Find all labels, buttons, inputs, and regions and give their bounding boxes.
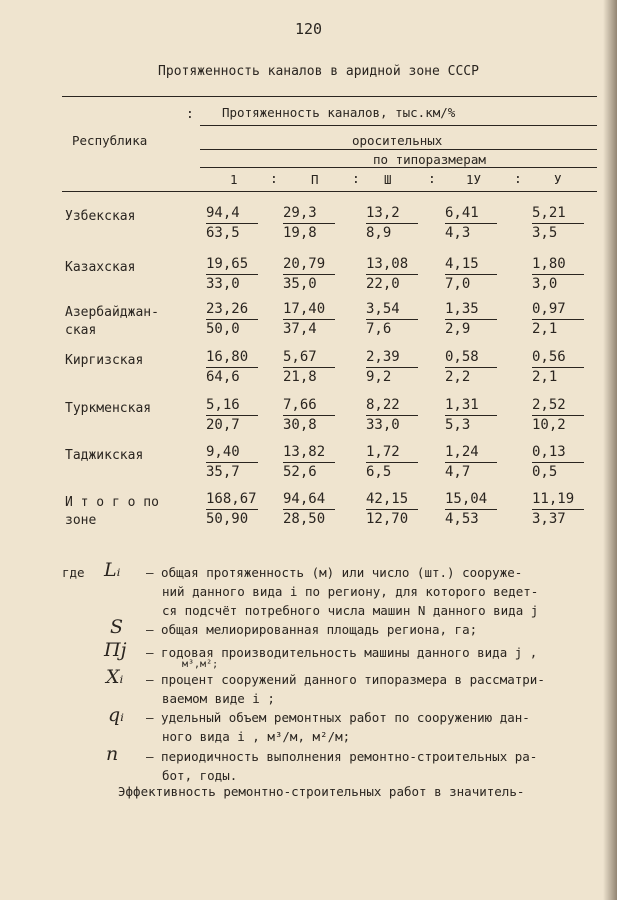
table-cell-fraction [206,301,264,338]
cell-percent-value: 33,0 [366,417,400,433]
cell-length-value: 19,65 [206,256,249,272]
cell-percent-value: 30,8 [283,417,317,433]
cell-length-value: 1,35 [445,301,479,317]
table-cell-fraction [366,349,424,386]
fraction-bar [445,367,497,368]
table-cell-fraction [445,444,503,481]
size-1: 1 [230,172,238,187]
cell-percent-value: 6,5 [366,464,392,480]
table-cell-fraction [366,491,424,528]
cell-percent-value: 33,0 [206,276,240,292]
cell-percent-value: 35,0 [283,276,317,292]
size-3: Ш [384,172,392,187]
fraction-bar [366,415,418,416]
cell-percent-value: 37,4 [283,321,317,337]
table-cell-fraction [445,397,503,434]
cell-percent-value: 3,5 [532,225,558,241]
legend-symbol: Xᵢ [106,666,124,688]
cell-length-value: 1,72 [366,444,400,460]
fraction-bar [445,274,497,275]
cell-percent-value: 2,2 [445,369,471,385]
table-cell-fraction [283,205,341,242]
cell-percent-value: 4,3 [445,225,471,241]
page-edge-shadow [603,0,617,900]
fraction-bar [283,274,335,275]
table-cell-fraction [445,205,503,242]
cell-length-value: 5,16 [206,397,240,413]
cell-percent-value: 4,53 [445,511,479,527]
table-cell-fraction [206,349,264,386]
fraction-bar [366,319,418,320]
cell-percent-value: 22,0 [366,276,400,292]
table-cell-fraction [283,491,341,528]
cell-percent-value: 28,50 [283,511,326,527]
fraction-bar [445,319,497,320]
row-label: Туркменская [65,401,152,416]
legend-symbol: n [106,743,119,765]
fraction-bar [283,319,335,320]
cell-length-value: 0,56 [532,349,566,365]
cell-length-value: 29,3 [283,205,317,221]
cell-length-value: 3,54 [366,301,400,317]
cell-percent-value: 21,8 [283,369,317,385]
fraction-bar [445,223,497,224]
header-sub-irrigation: оросительных [352,133,443,148]
header-colon: : [186,107,194,122]
cell-percent-value: 3,0 [532,276,558,292]
table-cell-fraction [206,256,264,293]
cell-length-value: 9,40 [206,444,240,460]
fraction-bar [283,509,335,510]
row-label: Казахская [65,260,136,275]
table-cell-fraction [206,444,264,481]
legend-where: где [62,565,85,580]
cell-length-value: 8,22 [366,397,400,413]
cell-length-value: 6,41 [445,205,479,221]
table-cell-fraction [366,205,424,242]
fraction-bar [532,367,584,368]
cell-percent-value: 52,6 [283,464,317,480]
fraction-bar [445,509,497,510]
cell-percent-value: 64,6 [206,369,240,385]
table-cell-fraction [445,256,503,293]
legend-text-line: бот, годы. [162,768,238,783]
size-sep: : [514,172,522,187]
fraction-bar [206,274,258,275]
table-cell-fraction [366,301,424,338]
legend-symbol: S [110,616,124,638]
legend-symbol: Lᵢ [104,559,121,581]
cell-length-value: 1,24 [445,444,479,460]
fraction-bar [532,319,584,320]
table-title: Протяженность каналов в аридной зоне СССР [158,64,479,79]
table-top-rule [62,96,597,97]
table-cell-fraction [532,397,590,434]
fraction-bar [366,462,418,463]
fraction-bar [283,462,335,463]
cell-length-value: 1,80 [532,256,566,272]
fraction-bar [206,367,258,368]
row-label: И т о г о по [65,495,159,510]
cell-length-value: 5,67 [283,349,317,365]
legend-text-line: ного вида i , м³/м, м²/м; [162,729,351,744]
table-cell-fraction [366,444,424,481]
table-cell-fraction [532,491,590,528]
size-sep: : [270,172,278,187]
size-5: У [554,172,562,187]
cell-percent-value: 10,2 [532,417,566,433]
cell-length-value: 1,31 [445,397,479,413]
legend-text-line: ся подсчёт потребного числа машин N данного вида j [162,603,539,618]
legend-text-line: – годовая производительность машины данного вида j , [146,645,538,660]
cell-length-value: 13,2 [366,205,400,221]
table-cell-fraction [283,301,341,338]
cell-length-value: 42,15 [366,491,409,507]
table-cell-fraction [283,444,341,481]
legend-text-line: – удельный объем ремонтных работ по сооружению дан- [146,710,530,725]
cell-length-value: 17,40 [283,301,326,317]
legend-symbol: qᵢ [108,704,124,726]
cell-length-value: 94,64 [283,491,326,507]
legend-text-line: ваемом виде i ; [162,691,275,706]
table-cell-fraction [445,491,503,528]
cell-length-value: 0,97 [532,301,566,317]
table-cell-fraction [532,349,590,386]
size-sep: : [428,172,436,187]
header-rule-3 [200,167,597,168]
table-cell-fraction [445,301,503,338]
cell-length-value: 15,04 [445,491,488,507]
table-cell-fraction [283,349,341,386]
row-label-continuation: ская [65,323,97,338]
cell-length-value: 168,67 [206,491,257,507]
fraction-bar [206,319,258,320]
cell-percent-value: 0,5 [532,464,558,480]
fraction-bar [366,367,418,368]
fraction-bar [532,415,584,416]
size-2: П [311,172,319,187]
cell-percent-value: 19,8 [283,225,317,241]
fraction-bar [283,415,335,416]
table-cell-fraction [366,397,424,434]
cell-percent-value: 3,37 [532,511,566,527]
cell-percent-value: 35,7 [206,464,240,480]
cell-length-value: 23,26 [206,301,249,317]
cell-percent-value: 7,0 [445,276,471,292]
table-cell-fraction [206,491,264,528]
fraction-bar [366,223,418,224]
table-cell-fraction [532,301,590,338]
cell-length-value: 94,4 [206,205,240,221]
table-cell-fraction [532,256,590,293]
header-bottom-rule [62,191,597,192]
fraction-bar [206,223,258,224]
legend-text-line: м³,м²; [182,659,219,670]
size-4: 1У [466,172,482,187]
cell-percent-value: 5,3 [445,417,471,433]
row-label: Азербайджан- [65,305,159,320]
cell-length-value: 4,15 [445,256,479,272]
header-rule-1 [200,125,597,126]
fraction-bar [283,367,335,368]
table-cell-fraction [206,205,264,242]
cell-percent-value: 2,1 [532,321,558,337]
page-number: 120 [294,20,323,38]
cell-length-value: 5,21 [532,205,566,221]
cell-percent-value: 20,7 [206,417,240,433]
table-cell-fraction [206,397,264,434]
cell-percent-value: 50,90 [206,511,249,527]
table-cell-fraction [283,256,341,293]
fraction-bar [532,223,584,224]
fraction-bar [366,509,418,510]
cell-length-value: 2,39 [366,349,400,365]
legend-text-line: – общая протяженность (м) или число (шт.) сооруже- [146,565,523,580]
cell-percent-value: 2,1 [532,369,558,385]
cell-percent-value: 8,9 [366,225,392,241]
last-text-line: Эффективность ремонтно-строительных работ в значитель- [118,784,525,799]
row-label-continuation: зоне [65,513,97,528]
cell-length-value: 7,66 [283,397,317,413]
cell-length-value: 11,19 [532,491,575,507]
legend-text-line: – процент сооружений данного типоразмера в рассматри- [146,672,545,687]
cell-percent-value: 4,7 [445,464,471,480]
size-sep: : [352,172,360,187]
header-main: Протяженность каналов, тыс.км/% [222,105,456,120]
fraction-bar [366,274,418,275]
legend-symbol: Пj [104,639,127,661]
row-label: Таджикская [65,448,144,463]
table-cell-fraction [532,205,590,242]
header-rule-2 [200,149,597,150]
cell-length-value: 20,79 [283,256,326,272]
fraction-bar [206,509,258,510]
fraction-bar [532,462,584,463]
cell-percent-value: 63,5 [206,225,240,241]
header-sub-sizes: по типоразмерам [373,152,486,167]
row-label: Киргизская [65,353,144,368]
cell-percent-value: 9,2 [366,369,392,385]
row-label: Узбекская [65,209,136,224]
fraction-bar [445,462,497,463]
table-cell-fraction [283,397,341,434]
legend-text-line: ний данного вида i по региону, для которого ведет- [162,584,539,599]
legend-text-line: – периодичность выполнения ремонтно-строительных ра- [146,749,538,764]
legend-text-line: – общая мелиорированная площадь региона, га; [146,622,478,637]
column-label-republic: Республика [72,133,148,148]
cell-percent-value: 50,0 [206,321,240,337]
cell-percent-value: 2,9 [445,321,471,337]
fraction-bar [206,415,258,416]
cell-length-value: 0,58 [445,349,479,365]
cell-percent-value: 7,6 [366,321,392,337]
fraction-bar [206,462,258,463]
fraction-bar [532,509,584,510]
cell-length-value: 2,52 [532,397,566,413]
table-cell-fraction [445,349,503,386]
cell-percent-value: 12,70 [366,511,409,527]
cell-length-value: 13,08 [366,256,409,272]
cell-length-value: 13,82 [283,444,326,460]
fraction-bar [532,274,584,275]
fraction-bar [283,223,335,224]
cell-length-value: 0,13 [532,444,566,460]
cell-length-value: 16,80 [206,349,249,365]
fraction-bar [445,415,497,416]
table-cell-fraction [366,256,424,293]
table-cell-fraction [532,444,590,481]
